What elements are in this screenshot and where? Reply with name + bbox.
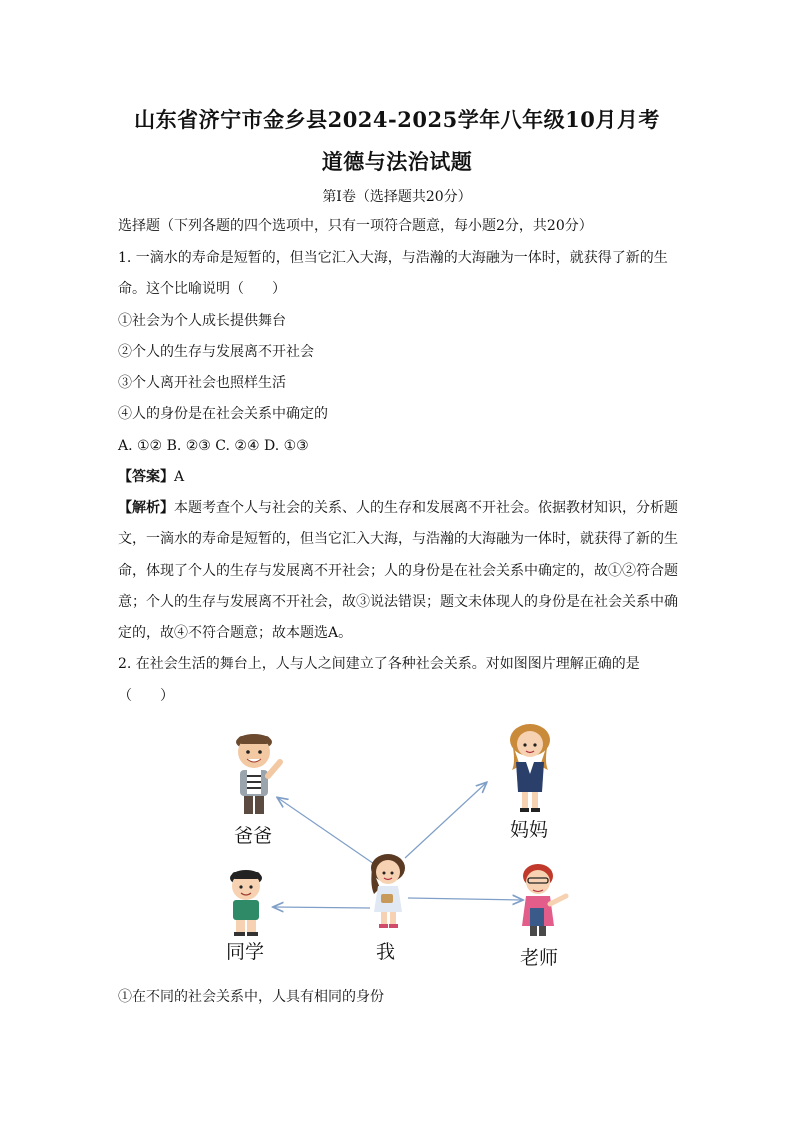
q1-stem-line1: 1. 一滴水的寿命是短暂的，但当它汇入大海，与浩瀚的大海融为一体时，就获得了新的生 [118,250,668,266]
q1-item-3: ③个人离开社会也照样生活 [118,375,286,391]
label-me: 我 [376,941,396,963]
q1-analysis-line4: 意；个人的生存与发展离不开社会，故③说法错误；题文未体现人的身份是在社会关系中确 [118,594,678,610]
arrow-to-mom [405,783,486,858]
q2-stem-line2: （ ） [118,688,174,704]
q1-options: A. ①② B. ②③ C. ②④ D. ①③ [118,438,309,454]
answer-value: A [174,469,185,485]
analysis-label: 【解析】 [118,500,174,516]
section-heading: 第Ⅰ卷（选择题共20分） [322,189,472,205]
document-subject: 道德与法治试题 [321,149,473,174]
me-figure-icon [371,854,405,928]
q2-stem-line1: 2. 在社会生活的舞台上，人与人之间建立了各种社会关系。对如图图片理解正确的是 [118,656,640,672]
label-dad: 爸爸 [234,825,273,847]
label-mom: 妈妈 [510,819,549,841]
q1-analysis-line2: 文，一滴水的寿命是短暂的，但当它汇入大海，与浩瀚的大海融为一体时，就获得了新的生 [118,531,678,547]
label-classmate: 同学 [226,941,265,963]
document-title: 山东省济宁市金乡县2024-2025学年八年级10月月考 [134,107,660,132]
instructions: 选择题（下列各题的四个选项中，只有一项符合题意，每小题2分，共20分） [118,218,593,234]
q1-item-2: ②个人的生存与发展离不开社会 [118,344,314,360]
q1-analysis-line3: 命，体现了个人的生存与发展离不开社会；人的身份是在社会关系中确定的，故①②符合题 [118,563,678,579]
q1-item-1: ①社会为个人成长提供舞台 [118,313,286,329]
dad-figure-icon [236,734,280,814]
q2-item-1: ①在不同的社会关系中，人具有相同的身份 [118,989,384,1005]
mom-figure-icon [510,724,550,812]
analysis-text: 本题考查个人与社会的关系、人的生存和发展离不开社会。依据教材知识，分析题 [174,500,678,516]
arrow-to-dad [278,798,380,868]
q1-analysis-line1 [118,498,678,518]
q1-answer [118,467,678,487]
teacher-figure-icon [522,864,566,936]
q1-item-4: ④人的身份是在社会关系中确定的 [118,406,328,422]
classmate-figure-icon [230,870,262,936]
arrow-to-teacher [408,898,522,900]
q1-stem-line2: 命。这个比喻说明（ ） [118,281,286,297]
arrow-to-classmate [274,907,370,908]
label-teacher: 老师 [520,947,559,969]
q1-analysis-line5: 定的，故④不符合题意；故本题选A。 [118,625,353,641]
answer-label: 【答案】 [118,469,174,485]
social-relations-figure [200,718,600,978]
